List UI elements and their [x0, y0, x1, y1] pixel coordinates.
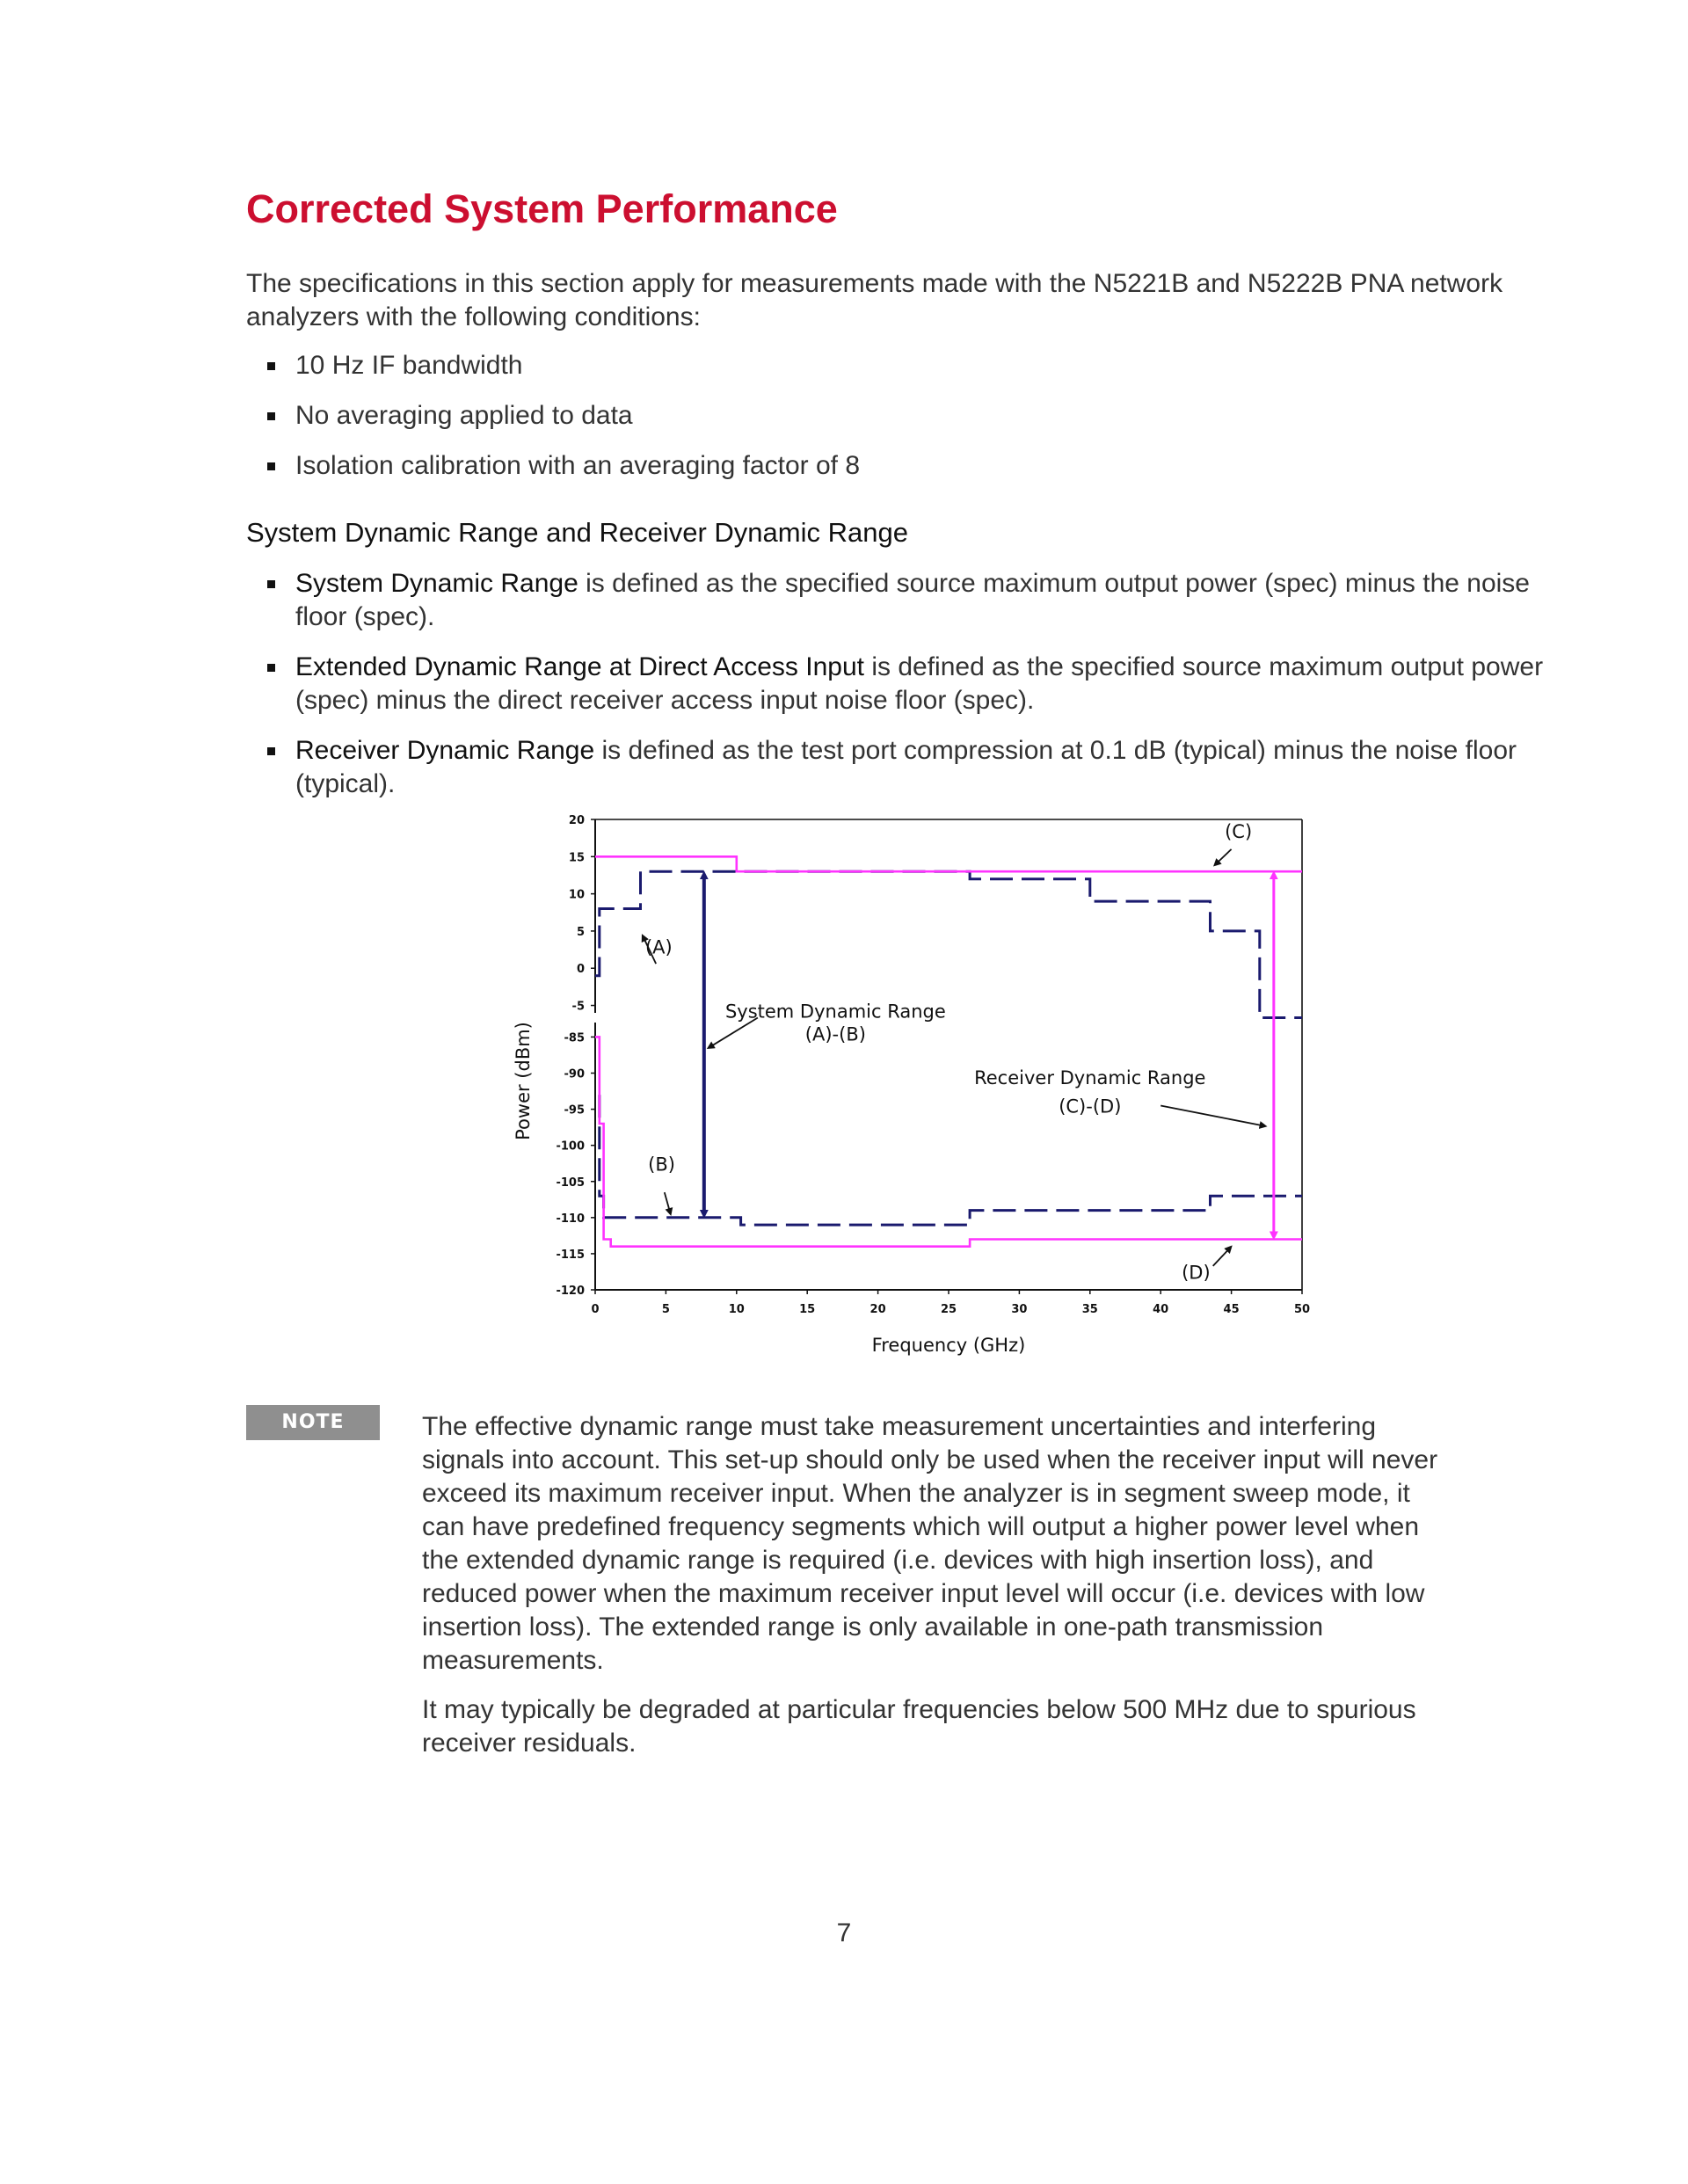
annotation-pointer — [665, 1192, 670, 1212]
y-tick-label: -95 — [564, 1103, 585, 1117]
y-tick-label: 10 — [568, 888, 585, 902]
definition-term: System Dynamic Range — [295, 569, 578, 598]
definition-term: Extended Dynamic Range at Direct Access Input — [295, 652, 864, 681]
y-tick-label: -5 — [571, 1000, 585, 1014]
definition-text: is defined as the test port compression at 0.1 dB (typical) minus the noise floor (typical). — [295, 736, 1517, 798]
series-line-a — [595, 871, 1302, 1017]
x-axis-label: Frequency (GHz) — [871, 1335, 1026, 1356]
page-number: 7 — [836, 1918, 852, 1947]
definition-item — [246, 734, 1582, 801]
note-paragraph: It may typically be degraded at particular frequencies below 500 MHz due to spurious receiver residuals. — [422, 1695, 1416, 1758]
annotation-pointer — [709, 1018, 758, 1047]
x-tick-label: 15 — [799, 1303, 816, 1316]
annotation-label: (A) — [644, 936, 673, 958]
y-tick-label: -100 — [556, 1139, 585, 1154]
definition-item — [246, 651, 1582, 717]
annotation-label: (D) — [1182, 1262, 1211, 1284]
definition-text: is defined as the specified source maximum output power (spec) minus the direct receiver access input noise floor (spec). — [295, 652, 1544, 715]
series-line-c — [595, 856, 1302, 871]
y-tick-label: -110 — [556, 1212, 585, 1226]
annotation-label: (A)-(B) — [804, 1023, 866, 1045]
y-tick-label: 15 — [568, 851, 585, 865]
annotation-pointer — [1216, 849, 1232, 864]
y-tick-label: -90 — [564, 1067, 585, 1081]
x-tick-label: 45 — [1223, 1303, 1240, 1316]
annotation-pointer — [1213, 1248, 1230, 1266]
y-tick-label: -105 — [556, 1176, 585, 1190]
x-tick-label: 25 — [940, 1303, 957, 1316]
annotation-label: (B) — [648, 1154, 675, 1176]
x-tick-label: 30 — [1011, 1303, 1028, 1316]
page-title: Corrected System Performance — [246, 186, 838, 231]
x-tick-label: 50 — [1293, 1303, 1311, 1316]
annotation-label: (C) — [1225, 821, 1253, 843]
condition-item: 10 Hz IF bandwidth — [246, 349, 1565, 382]
y-axis-label: Power (dBm) — [513, 1022, 534, 1140]
dynamic-range-chart — [492, 809, 1336, 1372]
y-tick-label: 20 — [568, 814, 585, 827]
y-tick-label: -85 — [564, 1031, 585, 1045]
intro-paragraph: The specifications in this section apply for measurements made with the N5221B and N5222B PNA network analyzers with the following conditions: — [246, 269, 1503, 331]
x-tick-label: 10 — [728, 1303, 745, 1316]
section-subheading: System Dynamic Range and Receiver Dynamic Range — [246, 517, 908, 548]
definition-text: is defined as the specified source maximum output power (spec) minus the noise floor (spec). — [295, 569, 1530, 631]
definition-item — [246, 567, 1582, 634]
y-tick-label: 0 — [576, 963, 585, 977]
x-tick-label: 20 — [869, 1303, 886, 1316]
y-tick-label: -120 — [556, 1285, 585, 1298]
annotation-pointer — [1160, 1105, 1263, 1125]
annotation-label: Receiver Dynamic Range — [974, 1067, 1206, 1088]
x-tick-label: 0 — [591, 1303, 600, 1316]
y-tick-label: 5 — [576, 925, 585, 939]
x-tick-label: 40 — [1153, 1303, 1169, 1316]
condition-item: Isolation calibration with an averaging factor of 8 — [246, 449, 1565, 483]
definitions-list — [246, 567, 1582, 818]
condition-item: No averaging applied to data — [246, 399, 1565, 433]
x-tick-label: 5 — [661, 1303, 670, 1316]
annotation-label: (C)-(D) — [1059, 1096, 1122, 1117]
conditions-list — [246, 349, 1565, 499]
annotation-label: System Dynamic Range — [724, 1001, 946, 1023]
note-body — [422, 1410, 1451, 1776]
y-tick-label: -115 — [556, 1248, 585, 1262]
note-paragraph: The effective dynamic range must take measurement uncertainties and interfering signals into account. This set-up should only be used when the receiver input will never exceed its maximum receiver input. When the analyzer is in segment sweep mode, it can have predefined frequency segments which will output a higher power level when the extended dynamic range is required (i.e. devices with high insertion loss), and reduced power when the maximum receiver input level will occur (i.e. devices with low insertion loss). The extended range is only available in one-path transmission measurements. — [422, 1412, 1438, 1675]
definition-term: Receiver Dynamic Range — [295, 736, 595, 765]
x-tick-label: 35 — [1081, 1303, 1098, 1316]
note-badge: NOTE — [246, 1405, 380, 1440]
